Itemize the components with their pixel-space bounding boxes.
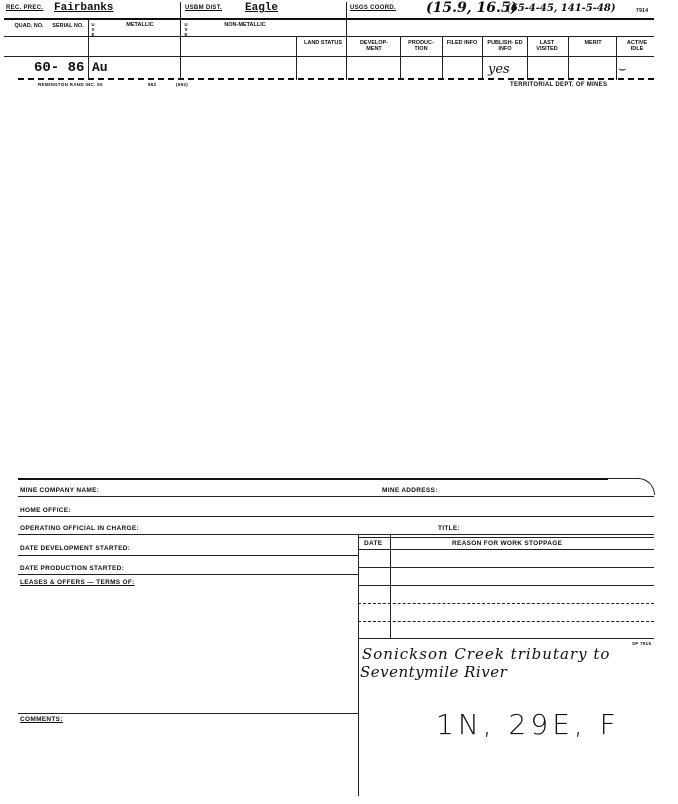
printer-code: 862 [148,82,157,87]
col-production: PRODUC- TION [408,40,434,52]
metallic-value: Au [92,60,108,75]
col-development: DEVELOP- MENT [359,40,389,52]
operating-official-label: OPERATING OFFICIAL IN CHARGE: [20,525,139,532]
col-active-idle: ACTIVE IDLE [626,40,648,52]
form-number-bottom: SP 7915 [632,641,652,646]
printer-paren: (692) [176,82,189,87]
form-number-top: 7914 [636,8,649,14]
printer-mark: REMINGTON RAND INC. 50 [38,82,103,87]
location-note-line-1: Sonickson Creek tributary to [362,645,611,663]
reason-col-label: REASON FOR WORK STOPPAGE [452,540,563,547]
col-use-2: U S E [184,22,188,37]
card-corner-curl [606,478,655,495]
active-idle-mark: ⌣ [618,62,627,77]
col-merit: MERIT [584,40,602,46]
date-col-label: DATE [364,540,383,547]
mine-company-label: MINE COMPANY NAME: [20,487,100,494]
title-label: TITLE: [438,525,461,532]
location-note-line-2: Seventymile River [360,663,508,681]
col-last-visited: LAST VISITED [536,40,558,52]
date-production-label: DATE PRODUCTION STARTED: [20,565,125,572]
usgs-coord-label: USGS COORD. [350,5,396,11]
col-metallic: METALLIC [126,22,154,28]
comments-label: COMMENTS: [20,716,63,723]
col-published-info: PUBLISH- ED INFO [487,40,523,52]
usbm-dist-value: Eagle [245,2,279,14]
date-development-label: DATE DEVELOPMENT STARTED: [20,545,131,552]
leases-label: LEASES & OFFERS — TERMS OF: [20,579,135,586]
mine-address-label: MINE ADDRESS: [382,487,438,494]
usgs-coord-extra: (65-4-45, 141-5-48) [506,3,616,14]
territorial-dept: TERRITORIAL DEPT. OF MINES [510,82,608,88]
home-office-label: HOME OFFICE: [20,507,71,514]
quad-serial-value: 60- 86 [34,60,85,76]
col-quad-no: QUAD. NO. [14,23,44,29]
usgs-coord-value: (15.9, 16.5) [426,0,518,16]
col-use: U S E [91,22,95,37]
col-serial-no: SERIAL NO. [52,23,84,29]
rec-prec-value: Fairbanks [54,2,114,14]
col-non-metallic: NON-METALLIC [224,22,266,28]
usbm-dist-label: USBM DIST. [185,5,223,11]
rec-prec-label: REC. PREC. [6,5,44,11]
col-land-status: LAND STATUS [304,40,342,46]
location-code: 1N, 29E, F [436,708,620,741]
col-filed-info: FILED INFO [446,40,478,46]
published-value: yes [488,62,510,77]
